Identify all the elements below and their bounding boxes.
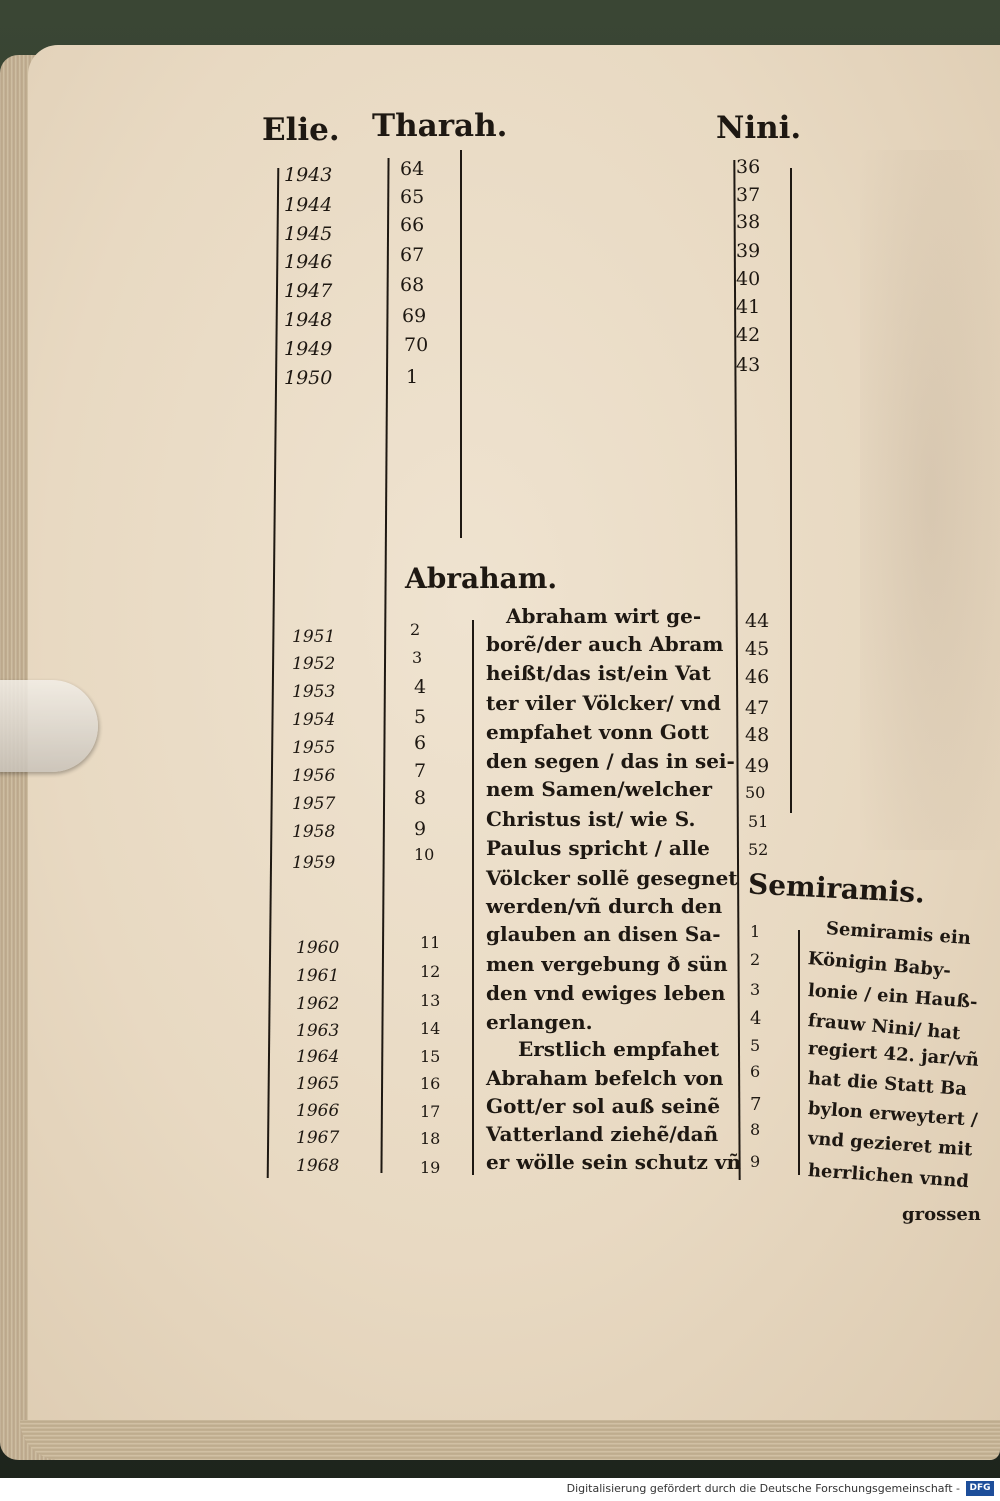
abraham-text-line: Vatterland ziehẽ/dañ	[486, 1122, 719, 1146]
year-1965: 1965	[296, 1074, 340, 1094]
abraham-text-line: den vnd ewiges leben	[486, 981, 726, 1005]
year-1958: 1958	[292, 822, 336, 842]
book-page	[28, 45, 1000, 1445]
semiramis-text-line: Königin Baby-	[807, 948, 952, 982]
header-nini: Nini.	[716, 110, 802, 146]
abraham-text-line: ter viler Völcker/ vnd	[486, 691, 721, 715]
year-1948: 1948	[284, 309, 333, 331]
tharah-age: 1	[406, 366, 419, 388]
abraham-text-line: Abraham befelch von	[486, 1066, 724, 1090]
year-1953: 1953	[292, 682, 336, 702]
column-rule-semiramis	[798, 930, 800, 1175]
semiramis-text-line: hat die Statt Ba	[807, 1068, 968, 1101]
abraham-text-line: den segen / das in sei-	[486, 749, 735, 773]
nini-year: 48	[745, 724, 770, 746]
header-semiramis: Semiramis.	[747, 867, 926, 910]
footer-credit: Digitalisierung gefördert durch die Deutsche Forschungsgemeinschaft -	[566, 1482, 960, 1495]
book-bottom-edges	[20, 1420, 1000, 1460]
year-1959: 1959	[292, 853, 336, 873]
year-1952: 1952	[292, 654, 336, 674]
abraham-age: 14	[420, 1019, 441, 1038]
abraham-text-line: heißt/das ist/ein Vat	[486, 661, 711, 685]
abraham-age: 10	[414, 845, 435, 864]
semiramis-text-line: herrlichen vnnd	[807, 1160, 970, 1193]
nini-year: 52	[748, 840, 769, 859]
column-rule-nini-right	[790, 168, 792, 813]
tharah-age: 67	[400, 244, 425, 266]
abraham-age: 18	[420, 1129, 441, 1148]
nini-year: 47	[745, 697, 770, 719]
footer-bar	[0, 1478, 1000, 1501]
year-1964: 1964	[296, 1047, 340, 1067]
semiramis-year: 7	[750, 1094, 762, 1115]
nini-year: 50	[745, 783, 766, 802]
nini-year: 46	[745, 666, 770, 688]
abraham-age: 11	[420, 933, 441, 952]
abraham-age: 15	[420, 1047, 441, 1066]
abraham-age: 9	[414, 818, 427, 840]
year-1966: 1966	[296, 1101, 340, 1121]
tharah-age: 64	[400, 158, 425, 180]
semiramis-year: 8	[750, 1120, 761, 1139]
header-elie: Elie.	[262, 112, 340, 148]
tharah-age: 70	[404, 334, 429, 356]
column-rule-mid2	[460, 150, 462, 538]
year-1946: 1946	[284, 251, 333, 273]
year-1968: 1968	[296, 1156, 340, 1176]
year-1955: 1955	[292, 738, 336, 758]
abraham-text-line: Paulus spricht / alle	[486, 836, 710, 860]
tharah-age: 69	[402, 305, 427, 327]
semiramis-year: 9	[750, 1152, 761, 1171]
abraham-text-line: men vergebung ð sün	[486, 952, 728, 976]
abraham-text-line: Erstlich empfahet	[518, 1037, 720, 1061]
abraham-age: 5	[414, 706, 427, 728]
semiramis-text-line: grossen	[902, 1204, 981, 1225]
year-1945: 1945	[284, 223, 333, 245]
year-1957: 1957	[292, 794, 336, 814]
year-1960: 1960	[296, 938, 340, 958]
tharah-age: 68	[400, 274, 425, 296]
header-abraham: Abraham.	[405, 562, 558, 595]
nini-year: 45	[745, 638, 770, 660]
abraham-age: 4	[414, 676, 427, 698]
nini-year: 36	[736, 156, 761, 178]
abraham-age: 3	[412, 648, 423, 667]
semiramis-text-line: bylon erweytert /	[807, 1098, 979, 1131]
nini-year: 40	[736, 268, 761, 290]
year-1956: 1956	[292, 766, 336, 786]
abraham-text-line: nem Samen/welcher	[486, 777, 713, 801]
dfg-logo: DFG	[966, 1481, 994, 1496]
abraham-age: 6	[414, 732, 427, 754]
year-1943: 1943	[284, 164, 333, 186]
year-1947: 1947	[284, 280, 333, 302]
tharah-age: 66	[400, 214, 425, 236]
nini-year: 49	[745, 755, 770, 777]
nini-year: 44	[745, 610, 770, 632]
abraham-text-line: empfahet vonn Gott	[486, 720, 709, 744]
year-1962: 1962	[296, 994, 340, 1014]
year-1961: 1961	[296, 966, 340, 986]
abraham-text-line: borẽ/der auch Abram	[486, 632, 724, 656]
nini-year: 42	[736, 324, 761, 346]
abraham-age: 7	[414, 760, 427, 782]
nini-year: 41	[736, 296, 761, 318]
nini-year: 39	[736, 240, 761, 262]
nini-year: 43	[736, 354, 761, 376]
semiramis-year: 3	[750, 980, 761, 999]
abraham-age: 13	[420, 991, 441, 1010]
semiramis-text-line: Semiramis ein	[825, 918, 972, 950]
year-1944: 1944	[284, 194, 333, 216]
year-1950: 1950	[284, 367, 333, 389]
nini-year: 51	[748, 812, 769, 831]
abraham-age: 12	[420, 962, 441, 981]
semiramis-text-line: vnd gezieret mit	[807, 1128, 974, 1161]
semiramis-year: 6	[750, 1062, 761, 1081]
semiramis-year: 1	[750, 922, 761, 941]
abraham-text-line: werden/vñ durch den	[486, 894, 723, 918]
abraham-text-line: Christus ist/ wie S.	[486, 807, 696, 831]
year-1951: 1951	[292, 627, 336, 647]
abraham-text-line: Gott/er sol auß seinẽ	[486, 1094, 721, 1118]
year-1949: 1949	[284, 338, 333, 360]
semiramis-year: 5	[750, 1036, 761, 1055]
semiramis-year: 4	[750, 1008, 762, 1029]
abraham-text-line: er wölle sein schutz vñ	[486, 1150, 741, 1174]
header-tharah: Tharah.	[372, 108, 508, 144]
year-1967: 1967	[296, 1128, 340, 1148]
abraham-age: 17	[420, 1102, 441, 1121]
abraham-age: 19	[420, 1158, 441, 1177]
year-1954: 1954	[292, 710, 336, 730]
page-clip-icon	[0, 680, 98, 772]
semiramis-text-line: regiert 42. jar/vñ	[807, 1038, 980, 1071]
nini-year: 38	[736, 211, 761, 233]
abraham-text-line: glauben an disen Sa-	[486, 922, 721, 946]
abraham-text-line: erlangen.	[486, 1010, 593, 1034]
year-1963: 1963	[296, 1021, 340, 1041]
bleed-through-shadow	[860, 150, 1000, 850]
abraham-text-line: Völcker sollẽ gesegnet	[486, 866, 738, 890]
abraham-age: 8	[414, 787, 427, 809]
semiramis-text-line: frauw Nini/ hat	[807, 1010, 962, 1045]
semiramis-text-line: lonie / ein Hauß-	[807, 980, 979, 1013]
semiramis-year: 2	[750, 950, 761, 969]
nini-year: 37	[736, 184, 761, 206]
abraham-age: 16	[420, 1074, 441, 1093]
tharah-age: 65	[400, 186, 425, 208]
column-rule-abraham	[472, 620, 474, 1175]
abraham-text-line: Abraham wirt ge-	[506, 604, 702, 628]
abraham-age: 2	[410, 620, 421, 639]
